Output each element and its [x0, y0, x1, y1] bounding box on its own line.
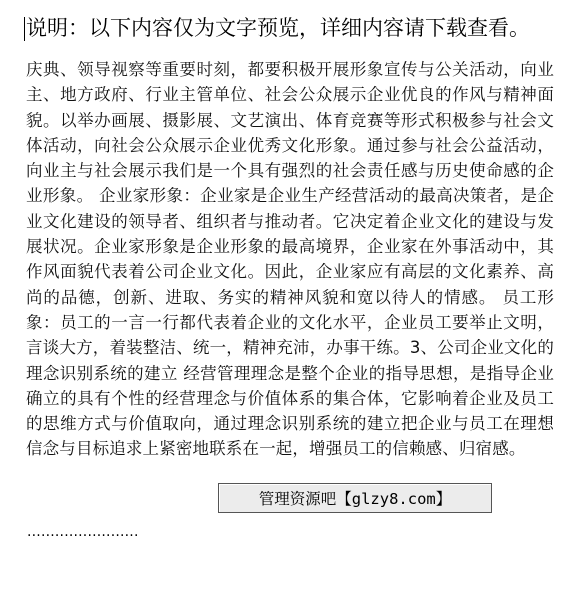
- truncation-dots: ························: [27, 528, 139, 544]
- watermark-banner[interactable]: 管理资源吧【glzy8.com】: [218, 483, 492, 513]
- document-body: [26, 57, 554, 462]
- body-paragraph: 庆典、领导视察等重要时刻，都要积极开展形象宣传与公关活动，向业主、地方政府、行业主管单位、社会公众展示企业优良的作风与精神面貌。以举办画展、摄影展、文艺演出、体育竞赛等形式积极参与社会文体活动，向社会公众展示企业优秀文化形象。通过参与社会公益活动，向业主与社会展示我们是一个具有强烈的社会责任感与历史使命感的企业形象。 企业家形象：企业家是企业生产经营活动的最高决策者，是企业文化建设的领导者、组织者与推动者。它决定着企业文化的建设与发展状况。企业家形象是企业形象的最高境界，企业家在外事活动中，其作风面貌代表着公司企业文化。因此，企业家应有高层的文化素养、高尚的品德，创新、进取、务实的精神风貌和宽以待人的情感。 员工形象：员工的一言一行都代表着企业的文化水平，企业员工要举止文明，言谈大方，着装整洁、统一，精神充沛，办事干练。3、公司企业文化的理念识别系统的建立 经营管理理念是整个企业的指导思想，是指导企业确立的具有个性的经营理念与价值体系的集合体，它影响着企业及员工的思维方式与价值取向，通过理念识别系统的建立把企业与员工在理想信念与目标追求上紧密地联系在一起，增强员工的信赖感、归宿感。: [26, 60, 554, 459]
- text-cursor: [24, 17, 25, 41]
- preview-notice: 说明：以下内容仅为文字预览，详细内容请下载查看。: [26, 16, 530, 40]
